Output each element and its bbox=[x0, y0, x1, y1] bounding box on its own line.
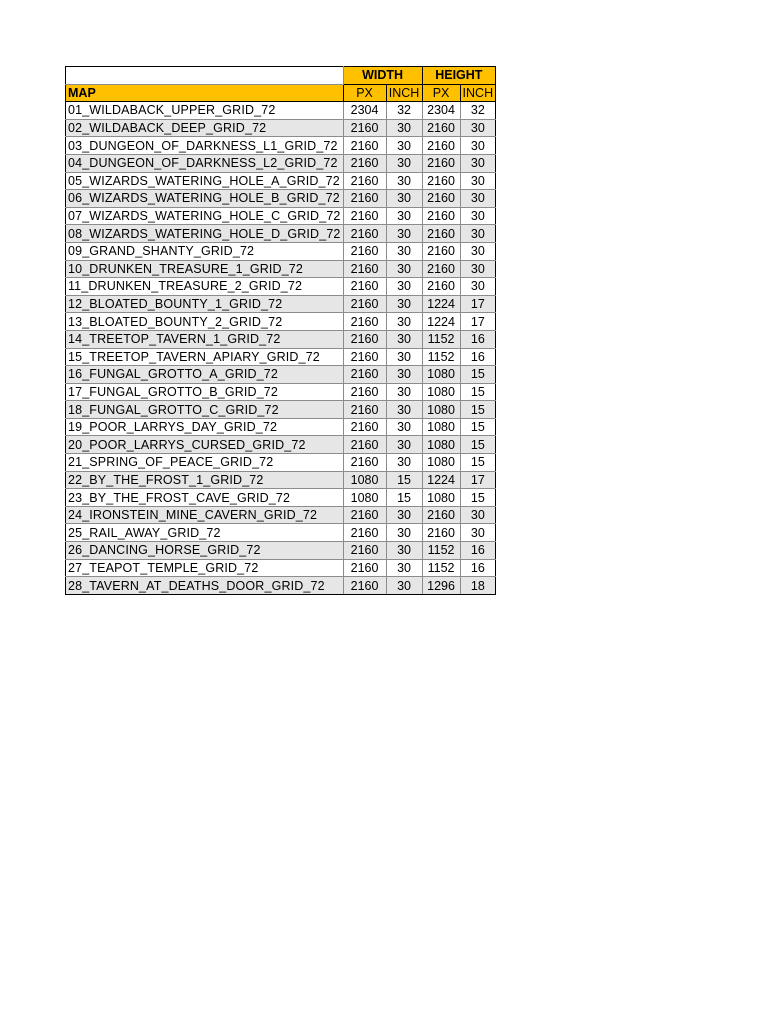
width-px-cell: 2160 bbox=[343, 137, 386, 155]
height-px-cell: 1080 bbox=[422, 454, 460, 472]
blank-corner-cell bbox=[66, 67, 344, 85]
height-inch-cell: 17 bbox=[460, 313, 496, 331]
map-name-cell: 08_WIZARDS_WATERING_HOLE_D_GRID_72 bbox=[66, 225, 344, 243]
width-group-header: WIDTH bbox=[343, 67, 422, 85]
height-inch-cell: 16 bbox=[460, 330, 496, 348]
width-px-cell: 2160 bbox=[343, 154, 386, 172]
map-name-cell: 20_POOR_LARRYS_CURSED_GRID_72 bbox=[66, 436, 344, 454]
width-inch-cell: 30 bbox=[386, 295, 422, 313]
height-px-cell: 2160 bbox=[422, 242, 460, 260]
height-px-cell: 2160 bbox=[422, 506, 460, 524]
height-inch-cell: 30 bbox=[460, 506, 496, 524]
table-row bbox=[66, 366, 496, 384]
height-px-cell: 1080 bbox=[422, 418, 460, 436]
height-px-cell: 2160 bbox=[422, 190, 460, 208]
map-name-cell: 25_RAIL_AWAY_GRID_72 bbox=[66, 524, 344, 542]
width-inch-cell: 30 bbox=[386, 348, 422, 366]
map-name-cell: 02_WILDABACK_DEEP_GRID_72 bbox=[66, 119, 344, 137]
height-inch-cell: 15 bbox=[460, 454, 496, 472]
width-inch-cell: 30 bbox=[386, 190, 422, 208]
table-row bbox=[66, 137, 496, 155]
width-px-column-header: PX bbox=[343, 84, 386, 102]
width-px-cell: 2160 bbox=[343, 225, 386, 243]
width-inch-cell: 30 bbox=[386, 278, 422, 296]
height-inch-cell: 15 bbox=[460, 383, 496, 401]
height-inch-cell: 30 bbox=[460, 278, 496, 296]
width-inch-cell: 30 bbox=[386, 577, 422, 595]
height-inch-cell: 30 bbox=[460, 172, 496, 190]
map-name-cell: 26_DANCING_HORSE_GRID_72 bbox=[66, 542, 344, 560]
height-px-cell: 1224 bbox=[422, 313, 460, 331]
height-px-cell: 2160 bbox=[422, 172, 460, 190]
width-inch-cell: 30 bbox=[386, 225, 422, 243]
height-px-cell: 1080 bbox=[422, 383, 460, 401]
width-inch-cell: 30 bbox=[386, 383, 422, 401]
table-row bbox=[66, 260, 496, 278]
width-px-cell: 2160 bbox=[343, 242, 386, 260]
width-inch-cell: 30 bbox=[386, 454, 422, 472]
table-row bbox=[66, 154, 496, 172]
height-inch-cell: 30 bbox=[460, 242, 496, 260]
width-px-cell: 2160 bbox=[343, 418, 386, 436]
width-px-cell: 1080 bbox=[343, 489, 386, 507]
map-size-table bbox=[65, 66, 496, 595]
table-row bbox=[66, 418, 496, 436]
table-row bbox=[66, 454, 496, 472]
width-px-cell: 2160 bbox=[343, 542, 386, 560]
height-inch-cell: 17 bbox=[460, 471, 496, 489]
map-name-cell: 13_BLOATED_BOUNTY_2_GRID_72 bbox=[66, 313, 344, 331]
width-px-cell: 2160 bbox=[343, 313, 386, 331]
table-row bbox=[66, 102, 496, 120]
map-name-cell: 04_DUNGEON_OF_DARKNESS_L2_GRID_72 bbox=[66, 154, 344, 172]
height-px-cell: 1152 bbox=[422, 348, 460, 366]
height-px-cell: 2160 bbox=[422, 524, 460, 542]
height-inch-cell: 30 bbox=[460, 207, 496, 225]
width-inch-cell: 30 bbox=[386, 559, 422, 577]
height-px-cell: 1080 bbox=[422, 401, 460, 419]
height-px-cell: 2160 bbox=[422, 119, 460, 137]
width-px-cell: 2160 bbox=[343, 295, 386, 313]
map-name-cell: 11_DRUNKEN_TREASURE_2_GRID_72 bbox=[66, 278, 344, 296]
height-inch-cell: 15 bbox=[460, 489, 496, 507]
table-row bbox=[66, 313, 496, 331]
width-px-cell: 2160 bbox=[343, 366, 386, 384]
width-inch-cell: 30 bbox=[386, 119, 422, 137]
table-row bbox=[66, 119, 496, 137]
map-name-cell: 06_WIZARDS_WATERING_HOLE_B_GRID_72 bbox=[66, 190, 344, 208]
width-inch-cell: 30 bbox=[386, 366, 422, 384]
height-px-cell: 2160 bbox=[422, 137, 460, 155]
height-px-cell: 1224 bbox=[422, 295, 460, 313]
width-px-cell: 2160 bbox=[343, 348, 386, 366]
table-row bbox=[66, 401, 496, 419]
table-row bbox=[66, 295, 496, 313]
width-inch-cell: 30 bbox=[386, 260, 422, 278]
width-px-cell: 2160 bbox=[343, 330, 386, 348]
width-inch-cell: 30 bbox=[386, 506, 422, 524]
map-name-cell: 22_BY_THE_FROST_1_GRID_72 bbox=[66, 471, 344, 489]
map-name-cell: 16_FUNGAL_GROTTO_A_GRID_72 bbox=[66, 366, 344, 384]
map-name-cell: 28_TAVERN_AT_DEATHS_DOOR_GRID_72 bbox=[66, 577, 344, 595]
width-inch-cell: 30 bbox=[386, 524, 422, 542]
width-px-cell: 2160 bbox=[343, 524, 386, 542]
width-px-cell: 2160 bbox=[343, 577, 386, 595]
column-header-row bbox=[66, 84, 496, 102]
height-inch-cell: 16 bbox=[460, 348, 496, 366]
map-name-cell: 17_FUNGAL_GROTTO_B_GRID_72 bbox=[66, 383, 344, 401]
height-px-cell: 1080 bbox=[422, 436, 460, 454]
height-inch-cell: 30 bbox=[460, 225, 496, 243]
width-px-cell: 2160 bbox=[343, 454, 386, 472]
width-inch-cell: 30 bbox=[386, 154, 422, 172]
table-row bbox=[66, 559, 496, 577]
map-name-cell: 18_FUNGAL_GROTTO_C_GRID_72 bbox=[66, 401, 344, 419]
width-inch-cell: 30 bbox=[386, 418, 422, 436]
width-inch-cell: 30 bbox=[386, 401, 422, 419]
table-row bbox=[66, 225, 496, 243]
map-name-cell: 01_WILDABACK_UPPER_GRID_72 bbox=[66, 102, 344, 120]
map-name-cell: 07_WIZARDS_WATERING_HOLE_C_GRID_72 bbox=[66, 207, 344, 225]
width-px-cell: 2304 bbox=[343, 102, 386, 120]
map-name-cell: 12_BLOATED_BOUNTY_1_GRID_72 bbox=[66, 295, 344, 313]
width-inch-cell: 30 bbox=[386, 172, 422, 190]
width-inch-cell: 15 bbox=[386, 471, 422, 489]
width-px-cell: 2160 bbox=[343, 119, 386, 137]
height-inch-cell: 30 bbox=[460, 154, 496, 172]
height-px-cell: 1080 bbox=[422, 489, 460, 507]
table-row bbox=[66, 242, 496, 260]
height-px-cell: 2160 bbox=[422, 260, 460, 278]
height-px-cell: 2160 bbox=[422, 278, 460, 296]
height-inch-cell: 30 bbox=[460, 137, 496, 155]
width-inch-cell: 30 bbox=[386, 542, 422, 560]
height-px-cell: 1296 bbox=[422, 577, 460, 595]
height-px-column-header: PX bbox=[422, 84, 460, 102]
height-inch-cell: 32 bbox=[460, 102, 496, 120]
table-row bbox=[66, 207, 496, 225]
height-inch-cell: 17 bbox=[460, 295, 496, 313]
height-group-header: HEIGHT bbox=[422, 67, 496, 85]
table-row bbox=[66, 190, 496, 208]
height-inch-cell: 15 bbox=[460, 366, 496, 384]
map-name-cell: 23_BY_THE_FROST_CAVE_GRID_72 bbox=[66, 489, 344, 507]
height-px-cell: 1224 bbox=[422, 471, 460, 489]
table-row bbox=[66, 436, 496, 454]
height-inch-cell: 15 bbox=[460, 401, 496, 419]
group-header-row bbox=[66, 67, 496, 85]
height-inch-column-header: INCH bbox=[460, 84, 496, 102]
height-px-cell: 1080 bbox=[422, 366, 460, 384]
width-inch-cell: 30 bbox=[386, 313, 422, 331]
map-name-cell: 14_TREETOP_TAVERN_1_GRID_72 bbox=[66, 330, 344, 348]
map-column-header: MAP bbox=[66, 84, 344, 102]
table-row bbox=[66, 172, 496, 190]
width-px-cell: 2160 bbox=[343, 260, 386, 278]
width-px-cell: 2160 bbox=[343, 278, 386, 296]
map-name-cell: 21_SPRING_OF_PEACE_GRID_72 bbox=[66, 454, 344, 472]
width-inch-cell: 32 bbox=[386, 102, 422, 120]
table-row bbox=[66, 471, 496, 489]
table-row bbox=[66, 524, 496, 542]
height-inch-cell: 16 bbox=[460, 559, 496, 577]
height-px-cell: 2160 bbox=[422, 154, 460, 172]
width-px-cell: 2160 bbox=[343, 383, 386, 401]
width-px-cell: 2160 bbox=[343, 436, 386, 454]
width-px-cell: 2160 bbox=[343, 506, 386, 524]
height-inch-cell: 18 bbox=[460, 577, 496, 595]
map-name-cell: 05_WIZARDS_WATERING_HOLE_A_GRID_72 bbox=[66, 172, 344, 190]
table-body bbox=[66, 102, 496, 595]
width-inch-cell: 30 bbox=[386, 137, 422, 155]
table-row bbox=[66, 577, 496, 595]
width-inch-cell: 30 bbox=[386, 207, 422, 225]
height-px-cell: 1152 bbox=[422, 559, 460, 577]
map-name-cell: 10_DRUNKEN_TREASURE_1_GRID_72 bbox=[66, 260, 344, 278]
table-row bbox=[66, 348, 496, 366]
width-inch-cell: 30 bbox=[386, 436, 422, 454]
height-inch-cell: 15 bbox=[460, 418, 496, 436]
height-inch-cell: 30 bbox=[460, 260, 496, 278]
height-inch-cell: 16 bbox=[460, 542, 496, 560]
height-inch-cell: 30 bbox=[460, 524, 496, 542]
height-inch-cell: 30 bbox=[460, 119, 496, 137]
table-row bbox=[66, 330, 496, 348]
width-inch-cell: 30 bbox=[386, 330, 422, 348]
table-row bbox=[66, 383, 496, 401]
map-name-cell: 19_POOR_LARRYS_DAY_GRID_72 bbox=[66, 418, 344, 436]
table-row bbox=[66, 506, 496, 524]
map-name-cell: 15_TREETOP_TAVERN_APIARY_GRID_72 bbox=[66, 348, 344, 366]
map-name-cell: 27_TEAPOT_TEMPLE_GRID_72 bbox=[66, 559, 344, 577]
width-px-cell: 2160 bbox=[343, 172, 386, 190]
height-inch-cell: 30 bbox=[460, 190, 496, 208]
width-inch-cell: 30 bbox=[386, 242, 422, 260]
table-row bbox=[66, 489, 496, 507]
width-inch-cell: 15 bbox=[386, 489, 422, 507]
width-inch-column-header: INCH bbox=[386, 84, 422, 102]
height-inch-cell: 15 bbox=[460, 436, 496, 454]
width-px-cell: 2160 bbox=[343, 559, 386, 577]
height-px-cell: 1152 bbox=[422, 330, 460, 348]
height-px-cell: 1152 bbox=[422, 542, 460, 560]
width-px-cell: 2160 bbox=[343, 401, 386, 419]
map-name-cell: 09_GRAND_SHANTY_GRID_72 bbox=[66, 242, 344, 260]
map-name-cell: 03_DUNGEON_OF_DARKNESS_L1_GRID_72 bbox=[66, 137, 344, 155]
height-px-cell: 2304 bbox=[422, 102, 460, 120]
map-name-cell: 24_IRONSTEIN_MINE_CAVERN_GRID_72 bbox=[66, 506, 344, 524]
height-px-cell: 2160 bbox=[422, 225, 460, 243]
width-px-cell: 2160 bbox=[343, 190, 386, 208]
width-px-cell: 2160 bbox=[343, 207, 386, 225]
table-row bbox=[66, 278, 496, 296]
table-row bbox=[66, 542, 496, 560]
height-px-cell: 2160 bbox=[422, 207, 460, 225]
width-px-cell: 1080 bbox=[343, 471, 386, 489]
